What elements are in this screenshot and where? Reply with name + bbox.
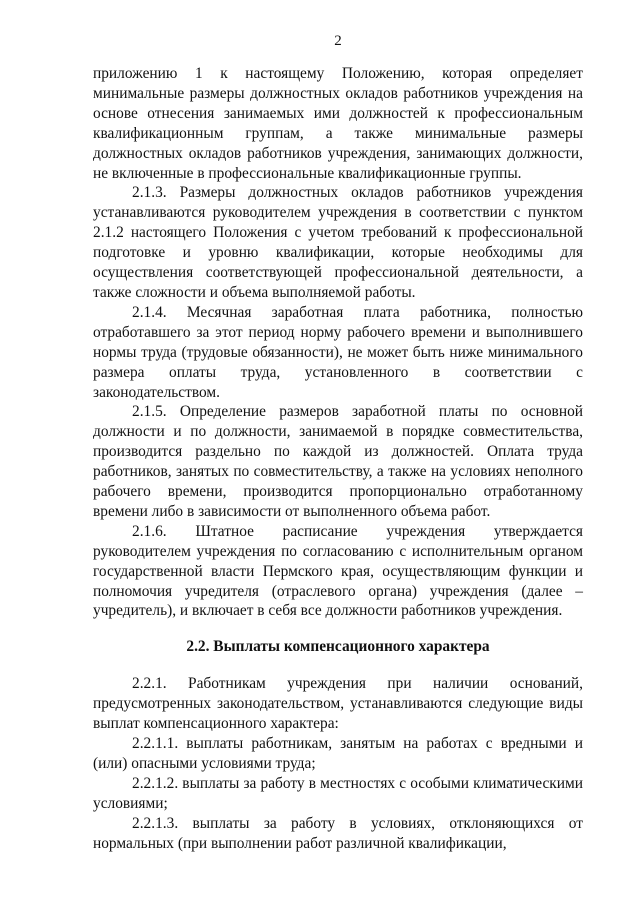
paragraph-2-1-4: 2.1.4. Месячная заработная плата работника, полностью отработавшего за этот период норму рабочего времени и выполнившего нормы труда (трудовые обязанности), не может быть ниже минимального размера оплаты труда, установленного в соответствии с законодательством.	[93, 303, 583, 401]
paragraph-2-2-1-3: 2.2.1.3. выплаты за работу в условиях, отклоняющихся от нормальных (при выполнении работ различной квалификации,	[93, 814, 583, 852]
paragraph-2-1-3: 2.1.3. Размеры должностных окладов работников учреждения устанавливаются руководителем учреждения в соответствии с пунктом 2.1.2 настоящего Положения с учетом требований к профессиональной подготовке и уровню квалификации, которые необходимы для осуществления соответствующей профессиональной деятельности, а также сложности и объема выполняемой работы.	[93, 184, 583, 301]
paragraph-continuation: приложению 1 к настоящему Положению, которая определяет минимальные размеры должностных окладов работников учреждения на основе отнесения занимаемых ими должностей к профессиональным квалификационным группам, а также минимальные размеры должностных окладов работников учреждения, занимающих должности, не включенные в профессиональные квалификационные группы.	[93, 65, 583, 182]
page-number: 2	[334, 33, 342, 49]
paragraph-2-1-6: 2.1.6. Штатное расписание учреждения утверждается руководителем учреждения по согласованию с исполнительным органом государственной власти Пермского края, осуществляющим функции и полномочия учредителя (отраслевого органа) учреждения (далее – учредитель), и включает в себя все должности работников учреждения.	[93, 522, 583, 620]
document-body	[93, 64, 583, 853]
paragraph-2-2-1-2: 2.2.1.2. выплаты за работу в местностях с особыми климатическими условиями;	[93, 774, 583, 812]
paragraph-2-2-1-1: 2.2.1.1. выплаты работникам, занятым на работах с вредными и (или) опасными условиями труда;	[93, 735, 583, 772]
section-heading: 2.2. Выплаты компенсационного характера	[186, 638, 490, 656]
paragraph-2-2-1: 2.2.1. Работникам учреждения при наличии оснований, предусмотренных законодательством, устанавливаются следующие виды выплат компенсационного характера:	[93, 675, 583, 733]
paragraph-2-1-5: 2.1.5. Определение размеров заработной платы по основной должности и по должности, занимаемой в порядке совместительства, производится раздельно по каждой из должностей. Оплата труда работников, занятых по совместительству, а также на условиях неполного рабочего времени, производится пропорционально отработанному времени либо в зависимости от выполненного объема работ.	[93, 403, 583, 520]
